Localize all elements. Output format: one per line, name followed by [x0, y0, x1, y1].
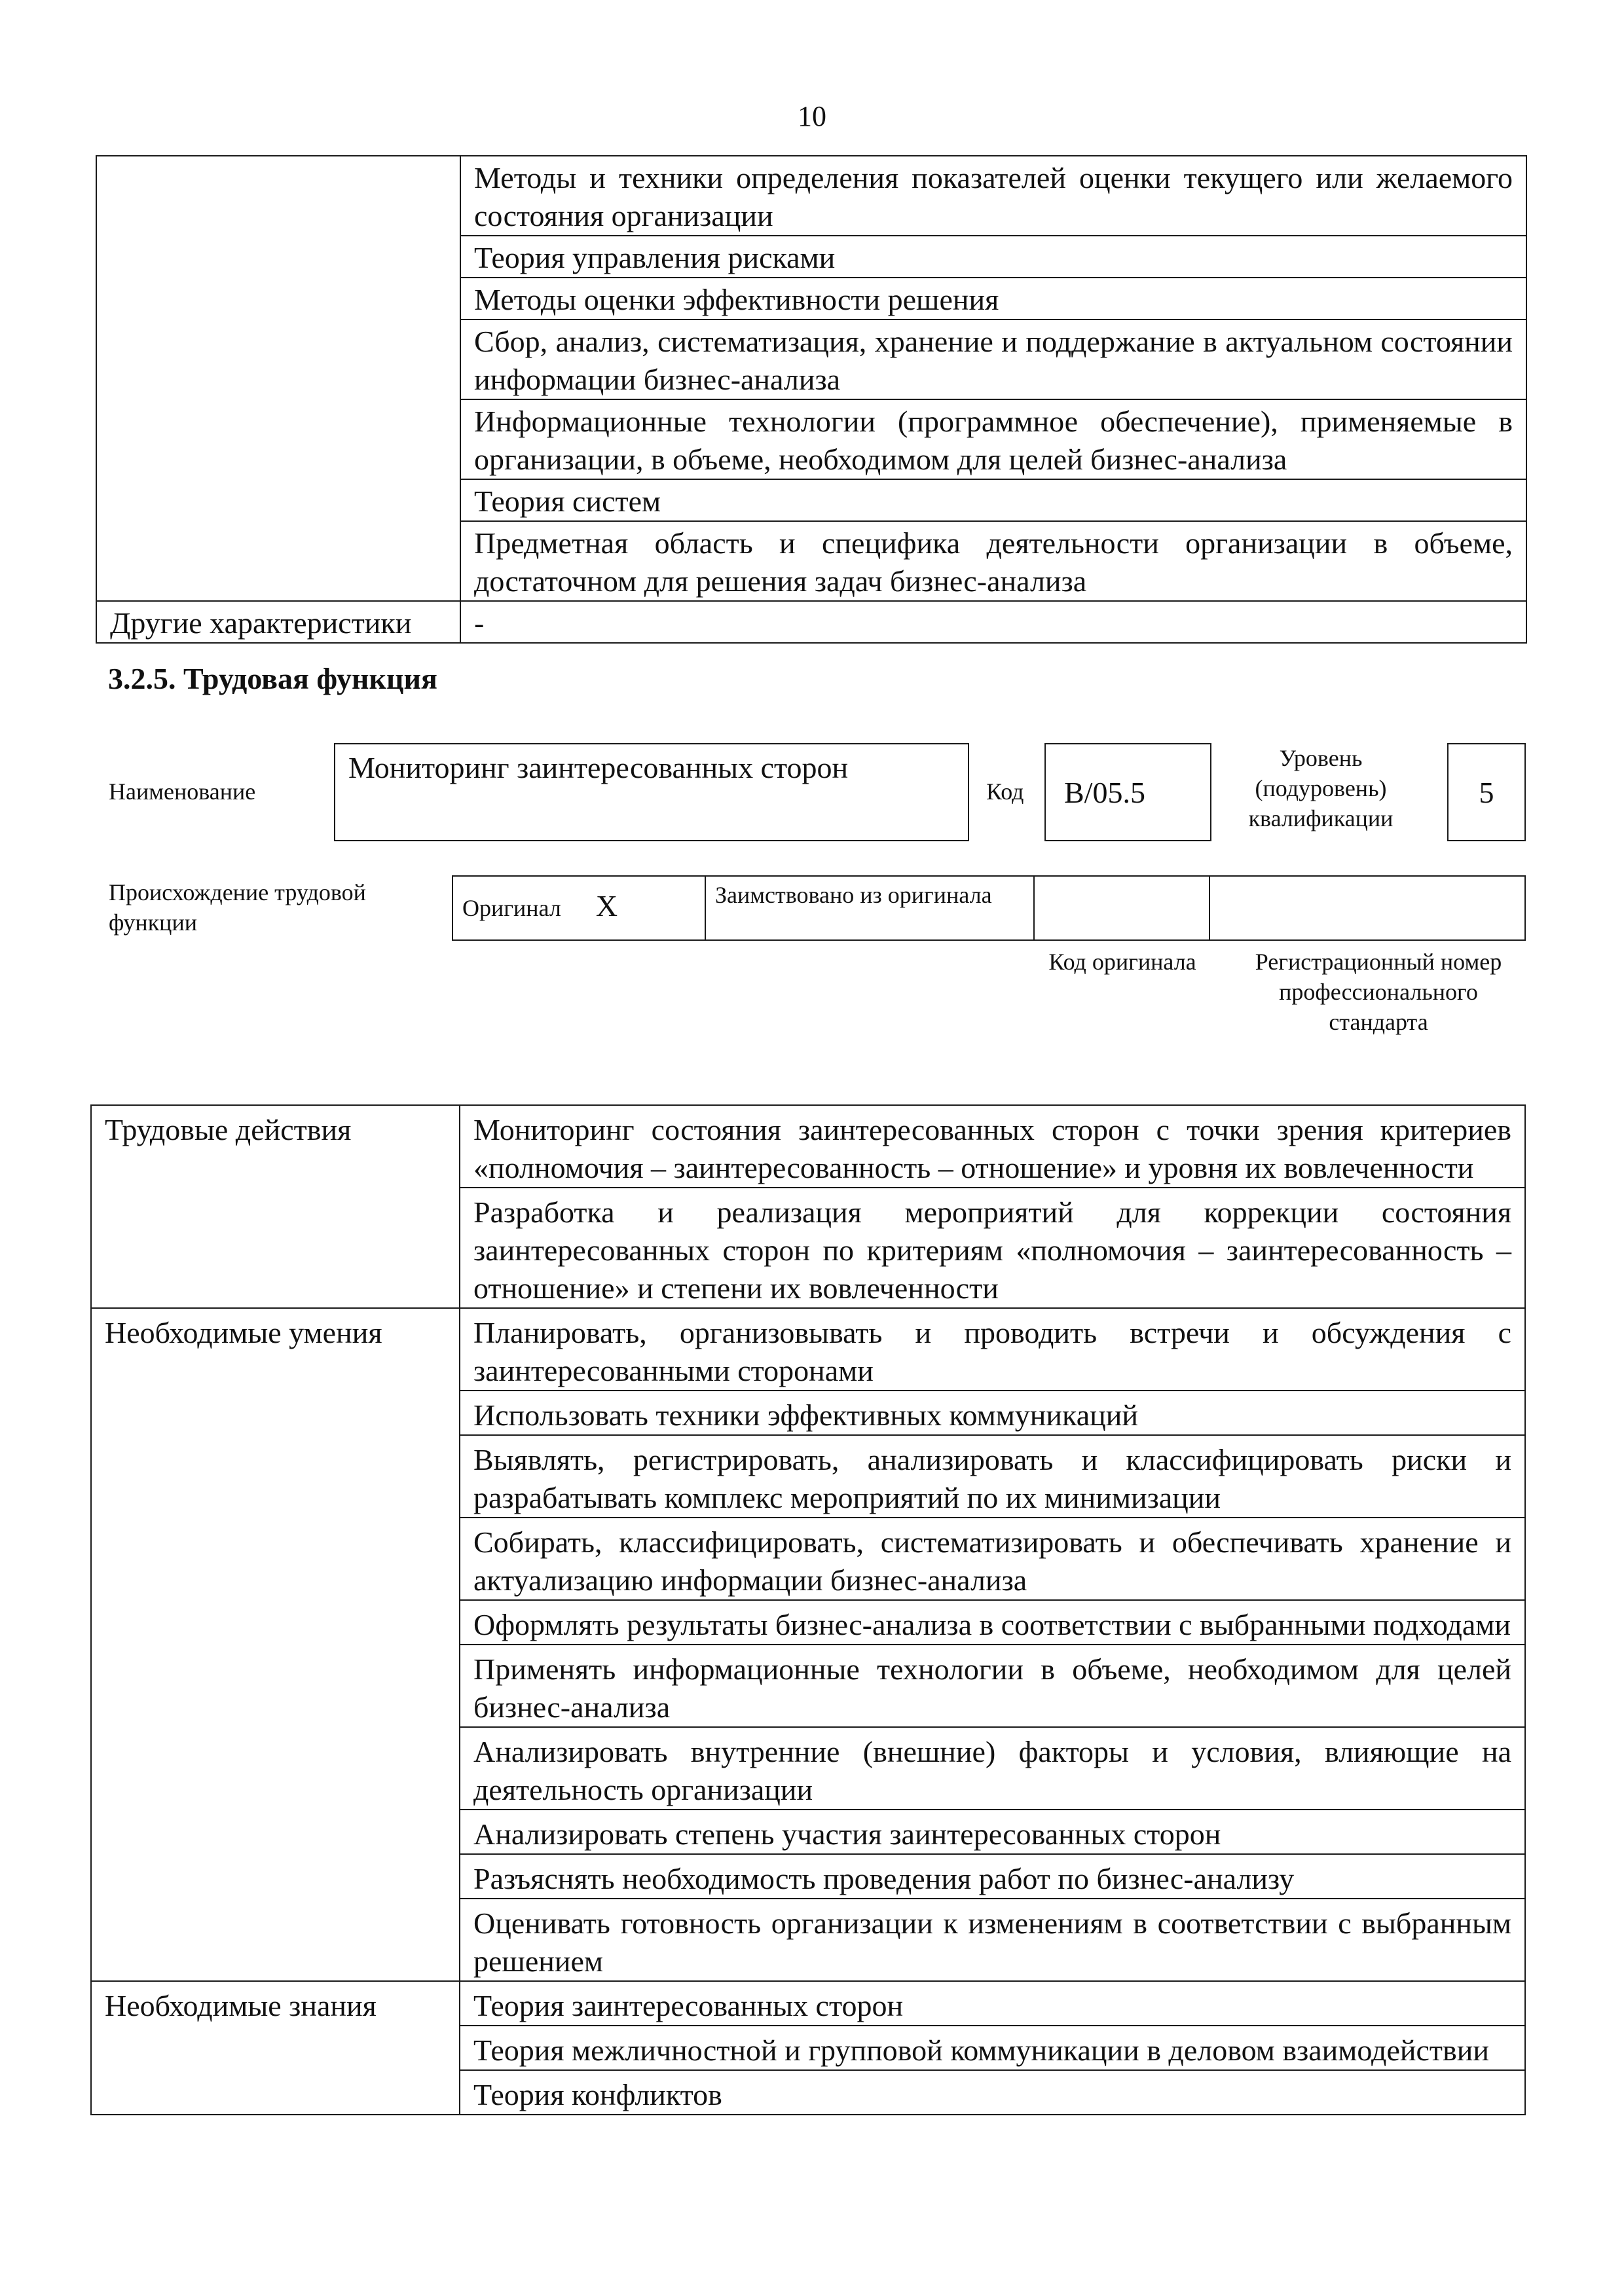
row-item: Предметная область и специфика деятельности организации в объеме, достаточном для решения задач бизнес-анализа: [460, 521, 1526, 601]
row-item: Собирать, классифицировать, систематизировать и обеспечивать хранение и актуализацию информации бизнес-анализа: [460, 1518, 1525, 1600]
level-box: [1447, 743, 1526, 841]
table-row: [91, 1105, 1525, 1188]
row-item: Применять информационные технологии в объеме, необходимом для целей бизнес-анализа: [460, 1645, 1525, 1727]
table-row: [91, 1981, 1525, 2026]
row-item: Мониторинг состояния заинтересованных сторон с точки зрения критериев «полномочия – заинтересованность – отношение» и уровня их вовлеченности: [460, 1105, 1525, 1188]
reg-number-caption: Регистрационный номер профессионального стандарта: [1255, 949, 1502, 1035]
row-item: Планировать, организовывать и проводить встречи и обсуждения с заинтересованными сторонами: [460, 1308, 1525, 1391]
name-label: Наименование: [109, 778, 256, 805]
original-code-caption: Код оригинала: [1048, 949, 1196, 975]
original-mark: X: [595, 889, 618, 922]
function-name: Мониторинг заинтересованных сторон: [348, 751, 849, 784]
row-item: Оценивать готовность организации к изменениям в соответствии с выбранным решением: [460, 1899, 1525, 1981]
row-item: Методы оценки эффективности решения: [460, 278, 1526, 319]
code-value: B/05.5: [1064, 776, 1145, 809]
code-label: Код: [986, 778, 1024, 805]
row-item: Теория управления рисками: [460, 236, 1526, 278]
row-label: Трудовые действия: [91, 1105, 460, 1308]
row-label: Необходимые знания: [91, 1981, 460, 2115]
row-item: Оформлять результаты бизнес-анализа в соответствии с выбранными подходами: [460, 1600, 1525, 1645]
continued-knowledge-table: [96, 155, 1527, 644]
row-item: Разъяснять необходимость проведения работ по бизнес-анализу: [460, 1854, 1525, 1899]
level-value: 5: [1479, 776, 1494, 809]
row-label: Необходимые умения: [91, 1308, 460, 1981]
row-label: [96, 156, 460, 601]
row-item: Теория заинтересованных сторон: [460, 1981, 1525, 2026]
origin-table: [452, 875, 1526, 941]
function-details-table: [90, 1104, 1526, 2115]
row-item: Анализировать степень участия заинтересованных сторон: [460, 1810, 1525, 1854]
table-row: [91, 1308, 1525, 1391]
row-item: Разработка и реализация мероприятий для коррекции состояния заинтересованных сторон по критериям «полномочия – заинтересованность – отношение» и степени их вовлеченности: [460, 1188, 1525, 1308]
borrowed-cell: [705, 876, 1034, 940]
row-item: Анализировать внутренние (внешние) факторы и условия, влияющие на деятельность организации: [460, 1727, 1525, 1810]
original-code-cell: [1034, 876, 1209, 940]
row-item: Использовать техники эффективных коммуникаций: [460, 1391, 1525, 1435]
row-item: Выявлять, регистрировать, анализировать и классифицировать риски и разрабатывать комплекс мероприятий по их минимизации: [460, 1435, 1525, 1518]
row-item: -: [460, 601, 1526, 643]
function-name-box: [334, 743, 969, 841]
row-label: Другие характеристики: [96, 601, 460, 643]
row-item: Теория межличностной и групповой коммуникации в деловом взаимодействии: [460, 2026, 1525, 2070]
row-item: Информационные технологии (программное обеспечение), применяемые в организации, в объеме, необходимом для целей бизнес-анализа: [460, 399, 1526, 479]
row-item: Методы и техники определения показателей оценки текущего или желаемого состояния организации: [460, 156, 1526, 236]
original-cell: [452, 876, 705, 940]
original-label: Оригинал: [462, 895, 561, 921]
row-item: Теория систем: [460, 479, 1526, 521]
origin-label: Происхождение трудовой функции: [109, 879, 366, 936]
code-box: [1044, 743, 1211, 841]
row-item: Теория конфликтов: [460, 2070, 1525, 2115]
borrowed-label: Заимствовано из оригинала: [715, 882, 992, 908]
table-row: [96, 601, 1526, 643]
reg-number-cell: [1209, 876, 1525, 940]
row-item: Сбор, анализ, систематизация, хранение и поддержание в актуальном состоянии информации бизнес-анализа: [460, 319, 1526, 399]
level-label: Уровень (подуровень) квалификации: [1248, 745, 1393, 831]
page-number: 10: [798, 100, 826, 132]
table-row: [96, 156, 1526, 236]
section-heading: 3.2.5. Трудовая функция: [108, 662, 437, 695]
